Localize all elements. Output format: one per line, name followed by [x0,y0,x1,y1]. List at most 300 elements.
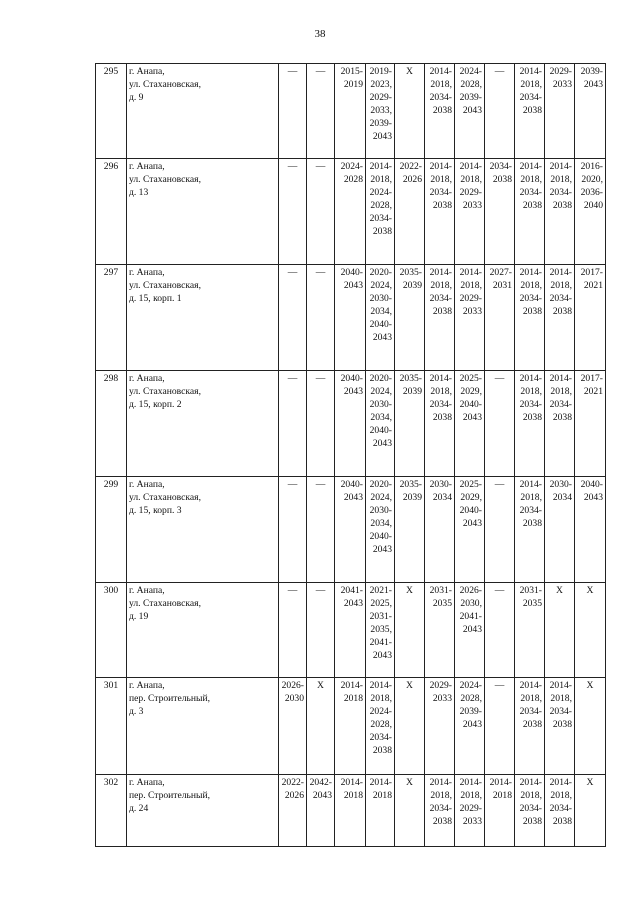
row-number: 302 [96,775,127,847]
term-cell [366,159,395,265]
term-line: — [494,680,505,691]
term-line: 2035 [522,598,542,609]
term-line: 2038 [552,306,572,317]
term-line: 2014- [369,161,392,172]
term-line: X [406,777,413,788]
address-line: д. 13 [129,187,149,198]
term-line: 2040- [459,399,482,410]
term-line: 2034- [549,293,572,304]
term-cell [575,678,606,775]
term-cell [366,64,395,159]
term-cell [545,159,575,265]
table-row [96,775,606,847]
term-line: 2031- [519,585,542,596]
term-line: 2043 [462,624,482,635]
address-cell [127,775,279,847]
term-cell [307,678,335,775]
term-line: 2030- [369,399,392,410]
term-line: — [494,373,505,384]
term-line: 2038 [492,174,512,185]
term-line: 2018, [550,174,572,185]
address-line: г. Анапа, [129,161,165,172]
term-line: 2034- [489,161,512,172]
term-line: 2034- [429,399,452,410]
term-line: 2023, [370,79,392,90]
term-line: 2014- [340,777,363,788]
term-line: X [586,680,594,691]
term-line: 2043 [312,790,332,801]
term-line: 2039 [402,386,422,397]
term-line: 2018, [430,280,452,291]
term-line: 2030- [369,505,392,516]
term-line: 2018, [520,79,542,90]
term-line: 2034- [429,92,452,103]
term-line: 2026 [402,174,422,185]
term-cell [455,159,485,265]
term-line: — [494,585,505,596]
term-cell [307,477,335,583]
term-cell [395,371,425,477]
term-line: 2034- [519,399,542,410]
row-number: 295 [96,64,127,159]
term-line: 2017- [580,373,603,384]
term-line: 2022- [399,161,422,172]
term-line: 2018, [550,693,572,704]
term-line: 2040- [459,505,482,516]
address-line: ул. Стахановская, [129,492,201,503]
term-line: 2034- [519,505,542,516]
term-line: 2043 [462,518,482,529]
term-line: 2018, [520,386,542,397]
term-line: 2020- [369,267,392,278]
address-line: г. Анапа, [129,585,165,596]
term-line: — [494,66,505,77]
term-line: 2018, [430,79,452,90]
term-line: 2033 [462,306,482,317]
term-cell [307,371,335,477]
row-number: 296 [96,159,127,265]
term-line: 2014- [519,680,542,691]
term-line: 2043 [372,544,392,555]
term-cell [515,775,545,847]
term-line: 2038 [522,719,542,730]
term-line: 2014- [519,161,542,172]
term-line: 2018, [460,790,482,801]
term-line: 2019 [343,79,363,90]
term-line: 2018 [343,790,363,801]
term-line: 2018, [520,693,542,704]
address-line: ул. Стахановская, [129,79,201,90]
address-line: г. Анапа, [129,479,165,490]
address-cell [127,371,279,477]
term-line: 2014- [369,777,392,788]
term-cell [335,678,366,775]
term-line: 2029- [549,66,572,77]
term-line: 2024- [369,706,392,717]
term-cell [395,477,425,583]
address-cell [127,159,279,265]
term-line: 2028, [370,200,392,211]
term-line: 2018, [550,790,572,801]
term-line: 2014- [549,161,572,172]
term-line: 2014- [519,479,542,490]
term-line: 2020, [581,174,603,185]
term-line: 2014- [429,777,452,788]
term-line: 2035 [432,598,452,609]
term-line: 2030, [460,598,482,609]
term-line: — [315,267,326,278]
term-cell [307,64,335,159]
term-line: 2030 [284,693,304,704]
term-cell [455,678,485,775]
address-cell [127,583,279,678]
term-cell [307,583,335,678]
address-cell [127,477,279,583]
term-line: 2031- [369,611,392,622]
address-line: д. 9 [129,92,144,103]
term-line: 2040- [369,319,392,330]
term-cell [425,775,455,847]
term-cell [366,371,395,477]
term-line: 2024- [459,66,482,77]
term-line: 2036- [580,187,603,198]
address-line: г. Анапа, [129,66,165,77]
term-line: 2018, [520,280,542,291]
table-row [96,583,606,678]
address-line: г. Анапа, [129,777,165,788]
term-line: 2043 [462,719,482,730]
term-line: 2038 [432,306,452,317]
term-line: 2040 [583,200,603,211]
term-cell [425,678,455,775]
term-cell [515,64,545,159]
term-cell [279,159,307,265]
term-cell [366,265,395,371]
address-cell [127,64,279,159]
address-line: д. 15, корп. 2 [129,399,182,410]
term-cell [395,265,425,371]
term-line: 2014- [549,680,572,691]
term-cell [545,64,575,159]
term-cell [395,159,425,265]
term-cell [575,64,606,159]
term-line: 2041- [340,585,363,596]
term-line: X [406,66,413,77]
term-line: 2029- [429,680,452,691]
page-number: 38 [314,28,326,40]
term-cell [485,371,515,477]
term-line: X [406,585,413,596]
term-line: 2014- [429,373,452,384]
term-cell [335,159,366,265]
term-line: — [315,585,326,596]
term-line: 2038 [552,200,572,211]
address-line: д. 24 [129,803,149,814]
term-line: 2018, [520,492,542,503]
term-line: 2018, [550,280,572,291]
term-line: 2025- [459,373,482,384]
term-line: 2038 [432,816,452,827]
term-line: 2025, [370,598,392,609]
term-line: 2038 [372,226,392,237]
term-line: 2021 [583,386,603,397]
term-line: 2014- [429,66,452,77]
term-cell [545,265,575,371]
term-cell [425,159,455,265]
term-line: 2018, [370,174,392,185]
term-line: 2040- [340,479,363,490]
term-cell [395,775,425,847]
term-line: 2034, [370,412,392,423]
term-line: 2018 [372,790,392,801]
term-cell [425,477,455,583]
term-cell [455,775,485,847]
term-line: 2028, [460,79,482,90]
term-line: 2022- [281,777,304,788]
term-line: 2027- [489,267,512,278]
term-cell [425,371,455,477]
term-line: 2028, [460,693,482,704]
term-line: 2038 [552,719,572,730]
term-line: 2014- [459,267,482,278]
address-line: ул. Стахановская, [129,386,201,397]
term-line: 2024- [369,187,392,198]
term-line: X [586,585,594,596]
term-line: 2018, [520,790,542,801]
term-line: 2034- [519,706,542,717]
term-line: 2026 [284,790,304,801]
row-number: 300 [96,583,127,678]
term-cell [366,775,395,847]
term-line: 2034- [429,293,452,304]
term-cell [575,371,606,477]
term-line: 2018, [430,174,452,185]
term-cell [279,775,307,847]
address-line: пер. Строительный, [129,790,211,801]
term-line: 2039 [402,492,422,503]
term-cell [485,477,515,583]
term-cell [515,477,545,583]
term-line: 2043 [462,105,482,116]
term-line: 2024, [370,492,392,503]
term-line: 2014- [519,66,542,77]
term-line: — [287,585,298,596]
term-line: X [406,680,413,691]
term-line: 2026- [281,680,304,691]
term-line: 2043 [372,650,392,661]
term-cell [455,371,485,477]
term-line: 2038 [522,200,542,211]
term-line: 2038 [522,105,542,116]
term-line: 2034- [549,706,572,717]
term-line: 2014- [340,680,363,691]
term-cell [279,265,307,371]
term-line: 2029- [459,803,482,814]
address-line: ул. Стахановская, [129,280,201,291]
term-line: 2043 [462,412,482,423]
term-cell [545,775,575,847]
term-cell [455,265,485,371]
term-line: 2018 [343,693,363,704]
term-line: 2028 [343,174,363,185]
term-line: 2014- [519,267,542,278]
term-cell [366,583,395,678]
term-cell [395,583,425,678]
term-line: 2018, [550,386,572,397]
term-line: 2020- [369,373,392,384]
term-line: 2043 [343,386,363,397]
term-line: 2024- [340,161,363,172]
term-line: 2034- [429,803,452,814]
term-line: 2019- [369,66,392,77]
term-line: 2014- [369,680,392,691]
term-line: X [586,777,594,788]
term-cell [279,678,307,775]
term-line: 2018, [430,386,452,397]
term-line: 2034- [549,803,572,814]
term-line: 2034- [519,803,542,814]
term-line: 2034 [432,492,452,503]
term-line: 2018 [492,790,512,801]
term-line: 2035, [370,624,392,635]
term-line: 2040- [340,373,363,384]
address-line: ул. Стахановская, [129,174,201,185]
term-line: 2026- [459,585,482,596]
term-line: 2033 [462,200,482,211]
term-line: 2029, [460,386,482,397]
term-line: 2014- [429,161,452,172]
term-line: 2038 [552,816,572,827]
table-row [96,265,606,371]
term-line: 2038 [522,306,542,317]
term-cell [545,678,575,775]
term-cell [485,64,515,159]
term-cell [279,64,307,159]
term-cell [575,583,606,678]
table-row [96,678,606,775]
table-row [96,477,606,583]
table-row [96,159,606,265]
term-line: 2043 [343,598,363,609]
term-line: 2014- [549,373,572,384]
term-cell [335,583,366,678]
term-line: 2014- [519,777,542,788]
term-line: X [556,585,563,596]
term-line: 2018, [370,693,392,704]
term-cell [366,477,395,583]
term-cell [279,371,307,477]
term-line: — [315,66,326,77]
term-line: 2014- [549,777,572,788]
term-cell [485,265,515,371]
row-number: 297 [96,265,127,371]
term-line: 2039- [459,706,482,717]
term-cell [485,775,515,847]
term-line: 2020- [369,479,392,490]
term-cell [485,583,515,678]
term-line: 2040- [580,479,603,490]
term-line: 2043 [583,492,603,503]
term-cell [395,64,425,159]
term-line: 2038 [522,412,542,423]
term-cell [515,265,545,371]
term-line: 2014- [459,777,482,788]
term-line: 2014- [489,777,512,788]
term-line: — [287,267,298,278]
table-row [96,64,606,159]
address-cell [127,265,279,371]
term-cell [575,159,606,265]
term-line: 2038 [552,412,572,423]
row-number: 301 [96,678,127,775]
term-cell [279,583,307,678]
term-line: 2029, [460,492,482,503]
term-line: 2033 [552,79,572,90]
term-line: 2034- [369,732,392,743]
term-cell [425,265,455,371]
term-line: 2043 [372,438,392,449]
term-line: 2043 [372,131,392,142]
term-line: 2014- [429,267,452,278]
term-line: 2014- [549,267,572,278]
term-line: 2014- [519,373,542,384]
term-line: 2033 [462,816,482,827]
term-line: 2034- [429,187,452,198]
term-line: X [317,680,324,691]
term-cell [425,583,455,678]
term-cell [307,265,335,371]
term-line: 2041- [369,637,392,648]
term-line: 2043 [343,492,363,503]
term-line: 2034, [370,518,392,529]
term-line: 2015- [340,66,363,77]
term-line: 2035- [399,267,422,278]
term-line: — [287,161,298,172]
term-line: 2034- [519,293,542,304]
address-line: д. 15, корп. 3 [129,505,182,516]
term-line: — [287,373,298,384]
address-line: ул. Стахановская, [129,598,201,609]
term-line: 2040- [340,267,363,278]
term-cell [515,159,545,265]
term-cell [455,583,485,678]
term-cell [545,583,575,678]
row-number: 299 [96,477,127,583]
address-line: д. 19 [129,611,149,622]
term-line: — [315,373,326,384]
term-line: 2043 [372,332,392,343]
term-line: 2024, [370,386,392,397]
term-cell [575,477,606,583]
term-line: 2034, [370,306,392,317]
term-line: — [287,66,298,77]
term-line: 2018, [460,280,482,291]
term-line: 2018, [520,174,542,185]
term-line: 2029- [459,187,482,198]
term-cell [395,678,425,775]
term-line: 2016- [580,161,603,172]
term-cell [335,775,366,847]
term-cell [307,775,335,847]
term-line: 2024, [370,280,392,291]
term-line: 2034 [552,492,572,503]
term-cell [515,678,545,775]
term-cell [307,159,335,265]
term-cell [279,477,307,583]
term-line: 2021- [369,585,392,596]
term-cell [575,775,606,847]
term-line: 2034- [519,92,542,103]
